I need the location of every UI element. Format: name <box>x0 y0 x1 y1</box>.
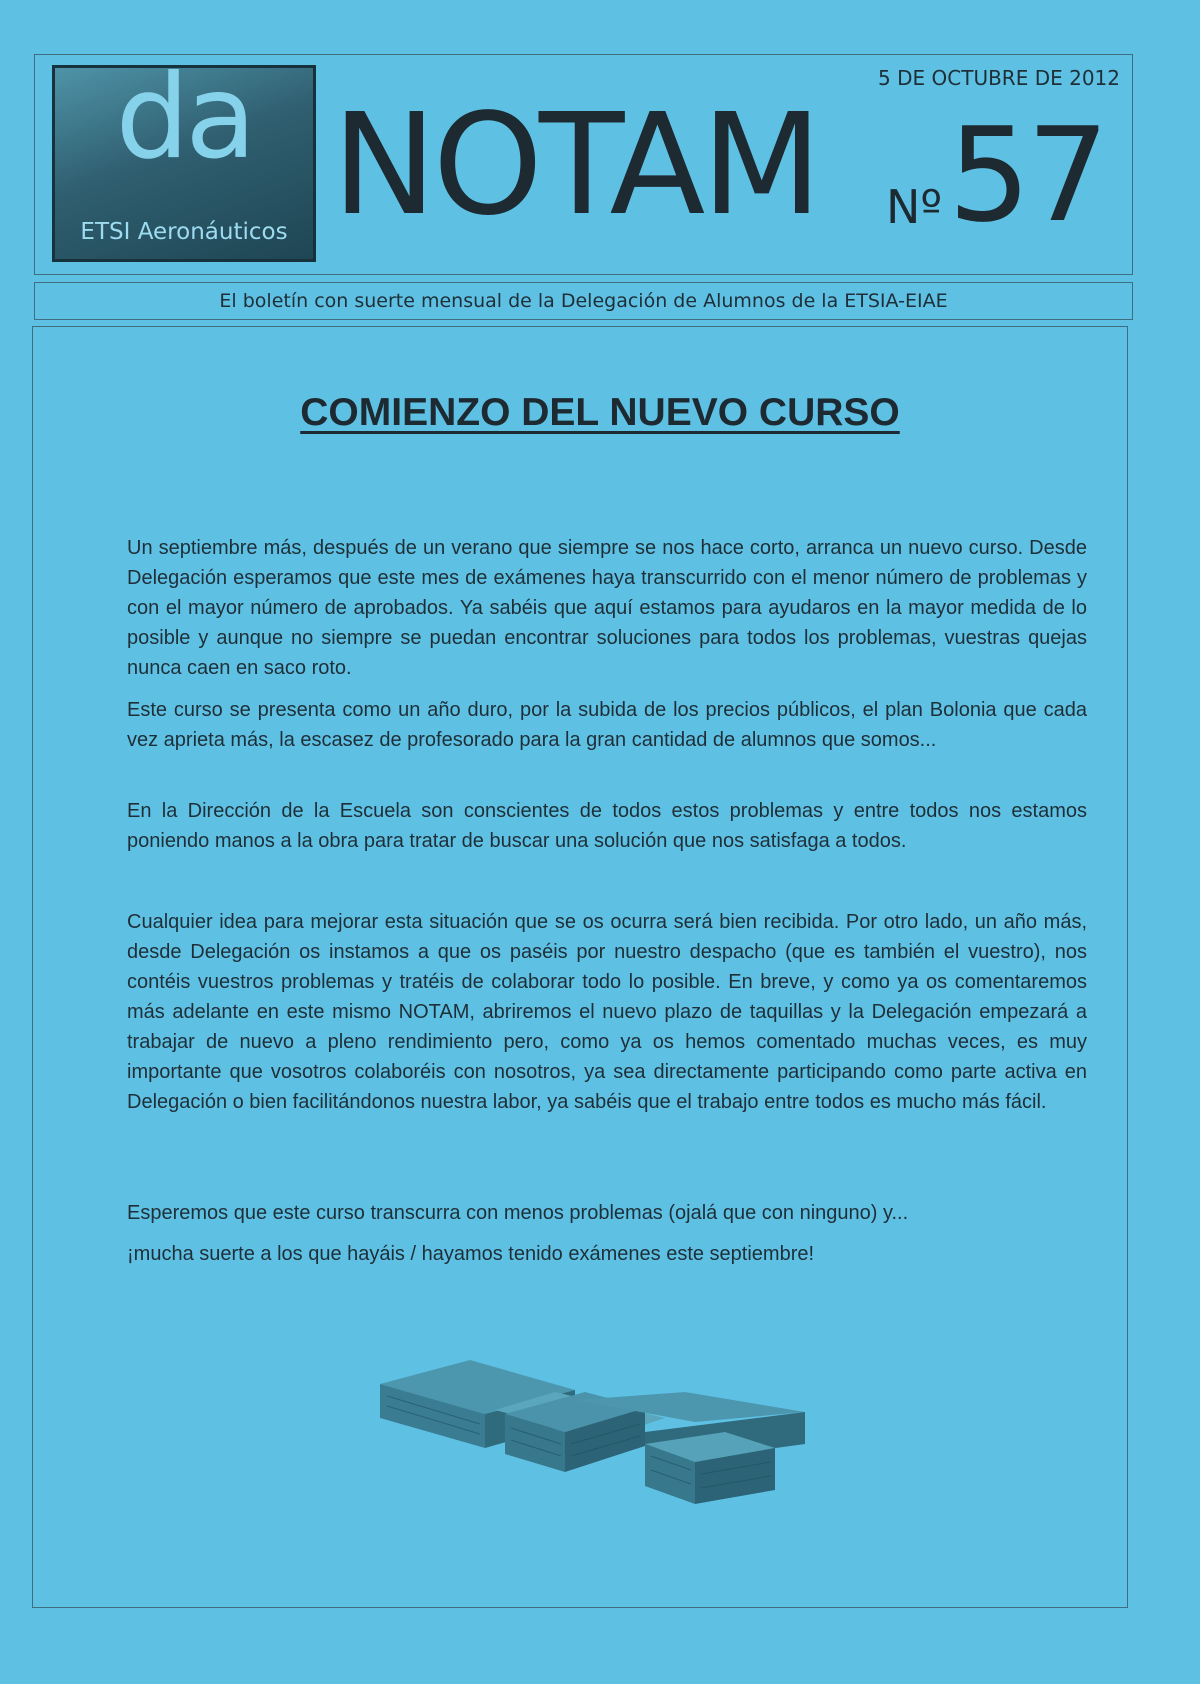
newsletter-title: NOTAM <box>332 84 819 247</box>
school-building-image <box>375 1352 810 1512</box>
article-headline: COMIENZO DEL NUEVO CURSO <box>300 391 900 434</box>
paragraph: Esperemos que este curso transcurra con menos problemas (ojalá que con ninguno) y... <box>127 1202 909 1224</box>
logo-subtitle: ETSI Aeronáuticos <box>80 219 288 245</box>
logo-mark: da <box>115 65 253 185</box>
paragraph: En la Dirección de la Escuela son conscientes de todos estos problemas y entre todos nos estamos poniendo manos a la obra para tratar de buscar una solución que nos satisfaga a todos. <box>127 800 1087 852</box>
paragraph: Un septiembre más, después de un verano que siempre se nos hace corto, arranca un nuevo curso. Desde Delegación esperamos que este mes de exámenes haya transcurrido con el menor número de problemas y con el mayor número de aprobados. Ya sabéis que aquí estamos para ayudaros en la mayor medida de lo posible y aunque no siempre se puedan encontrar soluciones para todos los problemas, vuestras quejas nunca caen en saco roto. <box>127 537 1087 679</box>
paragraph: Este curso se presenta como un año duro, por la subida de los precios públicos, el plan Bolonia que cada vez aprieta más, la escasez de profesorado para la gran cantidad de alumnos que somos... <box>127 699 1087 751</box>
paragraph: ¡mucha suerte a los que hayáis / hayamos tenido exámenes este septiembre! <box>127 1243 815 1265</box>
tagline-text: El boletín con suerte mensual de la Delegación de Alumnos de la ETSIA-EIAE <box>219 290 948 312</box>
issue-number: 57 <box>948 99 1106 251</box>
paragraph: Cualquier idea para mejorar esta situación que se os ocurra será bien recibida. Por otro lado, un año más, desde Delegación os instamos a que os paséis por nuestro despacho (que es también el vuestro), nos contéis vuestros problemas y tratéis de colaborar todo lo posible. En breve, y como ya os comentaremos más adelante en este mismo NOTAM, abriremos el nuevo plazo de taquillas y la Delegación empezará a trabajar de nuevo a pleno rendimiento pero, como ya os hemos comentado muchas veces, es muy importante que vosotros colaboréis con nosotros, ya sea directamente participando como parte activa en Delegación o bien facilitándonos nuestra labor, ya sabéis que el trabajo entre todos es mucho más fácil. <box>127 911 1087 1113</box>
issue-number-label: Nº <box>886 180 943 234</box>
tagline <box>34 282 1133 320</box>
delegacion-logo <box>52 65 316 262</box>
issue-date: 5 DE OCTUBRE DE 2012 <box>878 66 1120 90</box>
